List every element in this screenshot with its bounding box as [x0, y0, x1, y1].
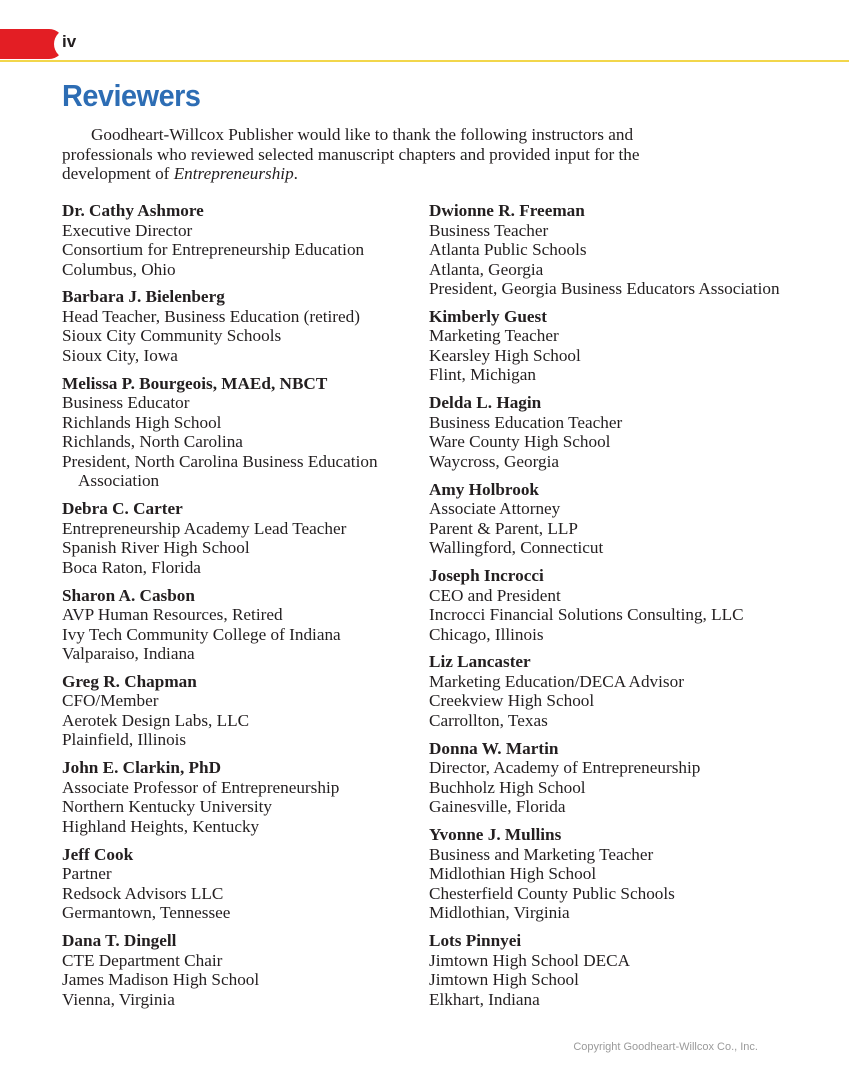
reviewer-detail-line: Sioux City Community Schools	[62, 326, 282, 346]
reviewer-detail-line: Midlothian High School	[429, 864, 597, 884]
reviewer-entry	[62, 758, 432, 836]
reviewer-entry	[429, 307, 799, 385]
reviewer-detail-line: Spanish River High School	[62, 538, 250, 558]
intro-text: Goodheart-Willcox Publisher would like to thank the following instructors and professionals who reviewed selected manuscript chapters and provided input for the development of	[62, 125, 640, 184]
reviewer-detail-line: Sioux City, Iowa	[62, 345, 178, 365]
reviewer-detail-line: Partner	[62, 864, 112, 884]
reviewer-name: Donna W. Martin	[429, 738, 559, 758]
reviewer-detail-line: Gainesville, Florida	[429, 797, 566, 817]
reviewer-detail-line: Richlands, North Carolina	[62, 432, 243, 452]
reviewer-entry	[429, 825, 799, 923]
reviewer-entry	[429, 393, 799, 471]
reviewer-entry	[62, 374, 432, 491]
reviewer-name: Delda L. Hagin	[429, 393, 542, 413]
reviewer-detail-line: Parent & Parent, LLP	[429, 518, 578, 538]
reviewer-name: Joseph Incrocci	[429, 566, 544, 586]
reviewer-detail-line: President, North Carolina Business Education Association	[62, 451, 378, 491]
reviewer-detail-line: Vienna, Virginia	[62, 989, 175, 1009]
reviewer-detail-line: President, Georgia Business Educators Association	[429, 279, 780, 298]
reviewer-detail-line: Boca Raton, Florida	[62, 557, 201, 577]
reviewer-detail-line: Carrollton, Texas	[429, 710, 548, 730]
reviewer-detail-line: Associate Professor of Entrepreneurship	[62, 777, 340, 797]
reviewer-detail-line: Highland Heights, Kentucky	[62, 816, 260, 836]
reviewer-entry	[62, 201, 432, 279]
reviewer-detail-line: Plainfield, Illinois	[62, 730, 187, 750]
reviewer-detail-line: Entrepreneurship Academy Lead Teacher	[62, 518, 347, 538]
intro-end: .	[293, 164, 298, 184]
reviewer-detail-line: Northern Kentucky University	[62, 797, 273, 817]
reviewer-name: Lots Pinnyei	[429, 931, 522, 951]
reviewer-detail-line: Atlanta Public Schools	[429, 240, 587, 259]
reviewer-entry	[62, 672, 432, 750]
reviewer-detail-line: Business Educator	[62, 393, 190, 413]
reviewer-detail-line: Elkhart, Indiana	[429, 989, 540, 1009]
reviewer-detail-line: Incrocci Financial Solutions Consulting, LLC	[429, 605, 744, 625]
reviewers-column-left	[62, 201, 432, 1018]
reviewer-detail-line: Executive Director	[62, 220, 193, 240]
reviewer-detail-line: Jimtown High School DECA	[429, 950, 631, 970]
page-number: iv	[62, 32, 77, 51]
reviewer-detail-line: Columbus, Ohio	[62, 259, 176, 279]
reviewer-name: Yvonne J. Mullins	[429, 825, 562, 845]
reviewer-entry	[429, 201, 799, 299]
reviewer-detail-line: CEO and President	[429, 585, 561, 605]
reviewer-detail-line: Valparaiso, Indiana	[62, 644, 195, 664]
page-title: Reviewers	[62, 78, 201, 113]
reviewer-detail-line: Germantown, Tennessee	[62, 903, 231, 923]
reviewer-detail-line: Midlothian, Virginia	[429, 903, 570, 923]
reviewer-detail-line: Jimtown High School	[429, 970, 579, 990]
reviewer-entry	[62, 845, 432, 923]
reviewer-detail-line: CFO/Member	[62, 691, 159, 711]
reviewer-detail-line: Marketing Teacher	[429, 326, 559, 346]
reviewer-detail-line: AVP Human Resources, Retired	[62, 605, 283, 625]
reviewer-name: Dwionne R. Freeman	[429, 201, 585, 220]
reviewer-detail-line: Buchholz High School	[429, 777, 586, 797]
reviewer-name: Melissa P. Bourgeois, MAEd, NBCT	[62, 373, 328, 393]
reviewer-detail-line: Business and Marketing Teacher	[429, 844, 654, 864]
intro-paragraph	[62, 125, 722, 184]
reviewer-entry	[429, 931, 799, 1009]
reviewer-entry	[429, 566, 799, 644]
reviewer-detail-line: Chicago, Illinois	[429, 624, 544, 644]
reviewer-detail-line: Marketing Education/DECA Advisor	[429, 671, 684, 691]
reviewer-detail-line: Waycross, Georgia	[429, 451, 560, 471]
reviewer-name: Barbara J. Bielenberg	[62, 287, 225, 307]
reviewer-detail-line: CTE Department Chair	[62, 950, 223, 970]
reviewer-entry	[429, 739, 799, 817]
reviewer-name: Dr. Cathy Ashmore	[62, 201, 204, 220]
reviewer-detail-line: Business Teacher	[429, 220, 549, 240]
reviewer-entry	[62, 586, 432, 664]
reviewer-detail-line: Kearsley High School	[429, 345, 581, 365]
reviewer-detail-line: Associate Attorney	[429, 499, 561, 519]
reviewer-name: Greg R. Chapman	[62, 671, 197, 691]
reviewer-entry	[62, 499, 432, 577]
reviewer-name: Jeff Cook	[62, 844, 134, 864]
intro-book-title: Entrepreneurship	[173, 164, 294, 184]
reviewers-column-right	[429, 201, 799, 1018]
reviewer-detail-line: Consortium for Entrepreneurship Education	[62, 240, 365, 259]
reviewer-detail-line: Redsock Advisors LLC	[62, 883, 224, 903]
reviewer-name: Dana T. Dingell	[62, 931, 177, 951]
reviewer-detail-line: Flint, Michigan	[429, 365, 536, 385]
reviewer-name: Debra C. Carter	[62, 499, 183, 519]
reviewer-detail-line: Head Teacher, Business Education (retired)	[62, 306, 360, 326]
reviewer-detail-line: Business Education Teacher	[429, 412, 623, 432]
reviewer-name: Amy Holbrook	[429, 479, 539, 499]
reviewer-name: Sharon A. Casbon	[62, 585, 195, 605]
reviewer-name: Liz Lancaster	[429, 652, 531, 672]
reviewer-entry	[62, 931, 432, 1009]
header-rule	[0, 60, 849, 62]
reviewer-detail-line: James Madison High School	[62, 970, 260, 990]
reviewer-detail-line: Wallingford, Connecticut	[429, 538, 604, 558]
reviewer-name: Kimberly Guest	[429, 306, 547, 326]
reviewer-entry	[429, 480, 799, 558]
reviewer-detail-line: Ivy Tech Community College of Indiana	[62, 624, 341, 644]
reviewer-entry	[429, 652, 799, 730]
reviewer-detail-line: Ware County High School	[429, 432, 611, 452]
reviewer-detail-line: Aerotek Design Labs, LLC	[62, 710, 250, 730]
reviewer-detail-line: Chesterfield County Public Schools	[429, 883, 675, 903]
reviewer-detail-line: Richlands High School	[62, 412, 222, 432]
copyright-footer: Copyright Goodheart-Willcox Co., Inc.	[573, 1041, 758, 1053]
reviewer-detail-line: Atlanta, Georgia	[429, 259, 544, 279]
reviewer-entry	[62, 287, 432, 365]
reviewer-detail-line: Creekview High School	[429, 691, 595, 711]
reviewer-detail-line: Director, Academy of Entrepreneurship	[429, 758, 701, 778]
reviewer-name: John E. Clarkin, PhD	[62, 758, 222, 778]
